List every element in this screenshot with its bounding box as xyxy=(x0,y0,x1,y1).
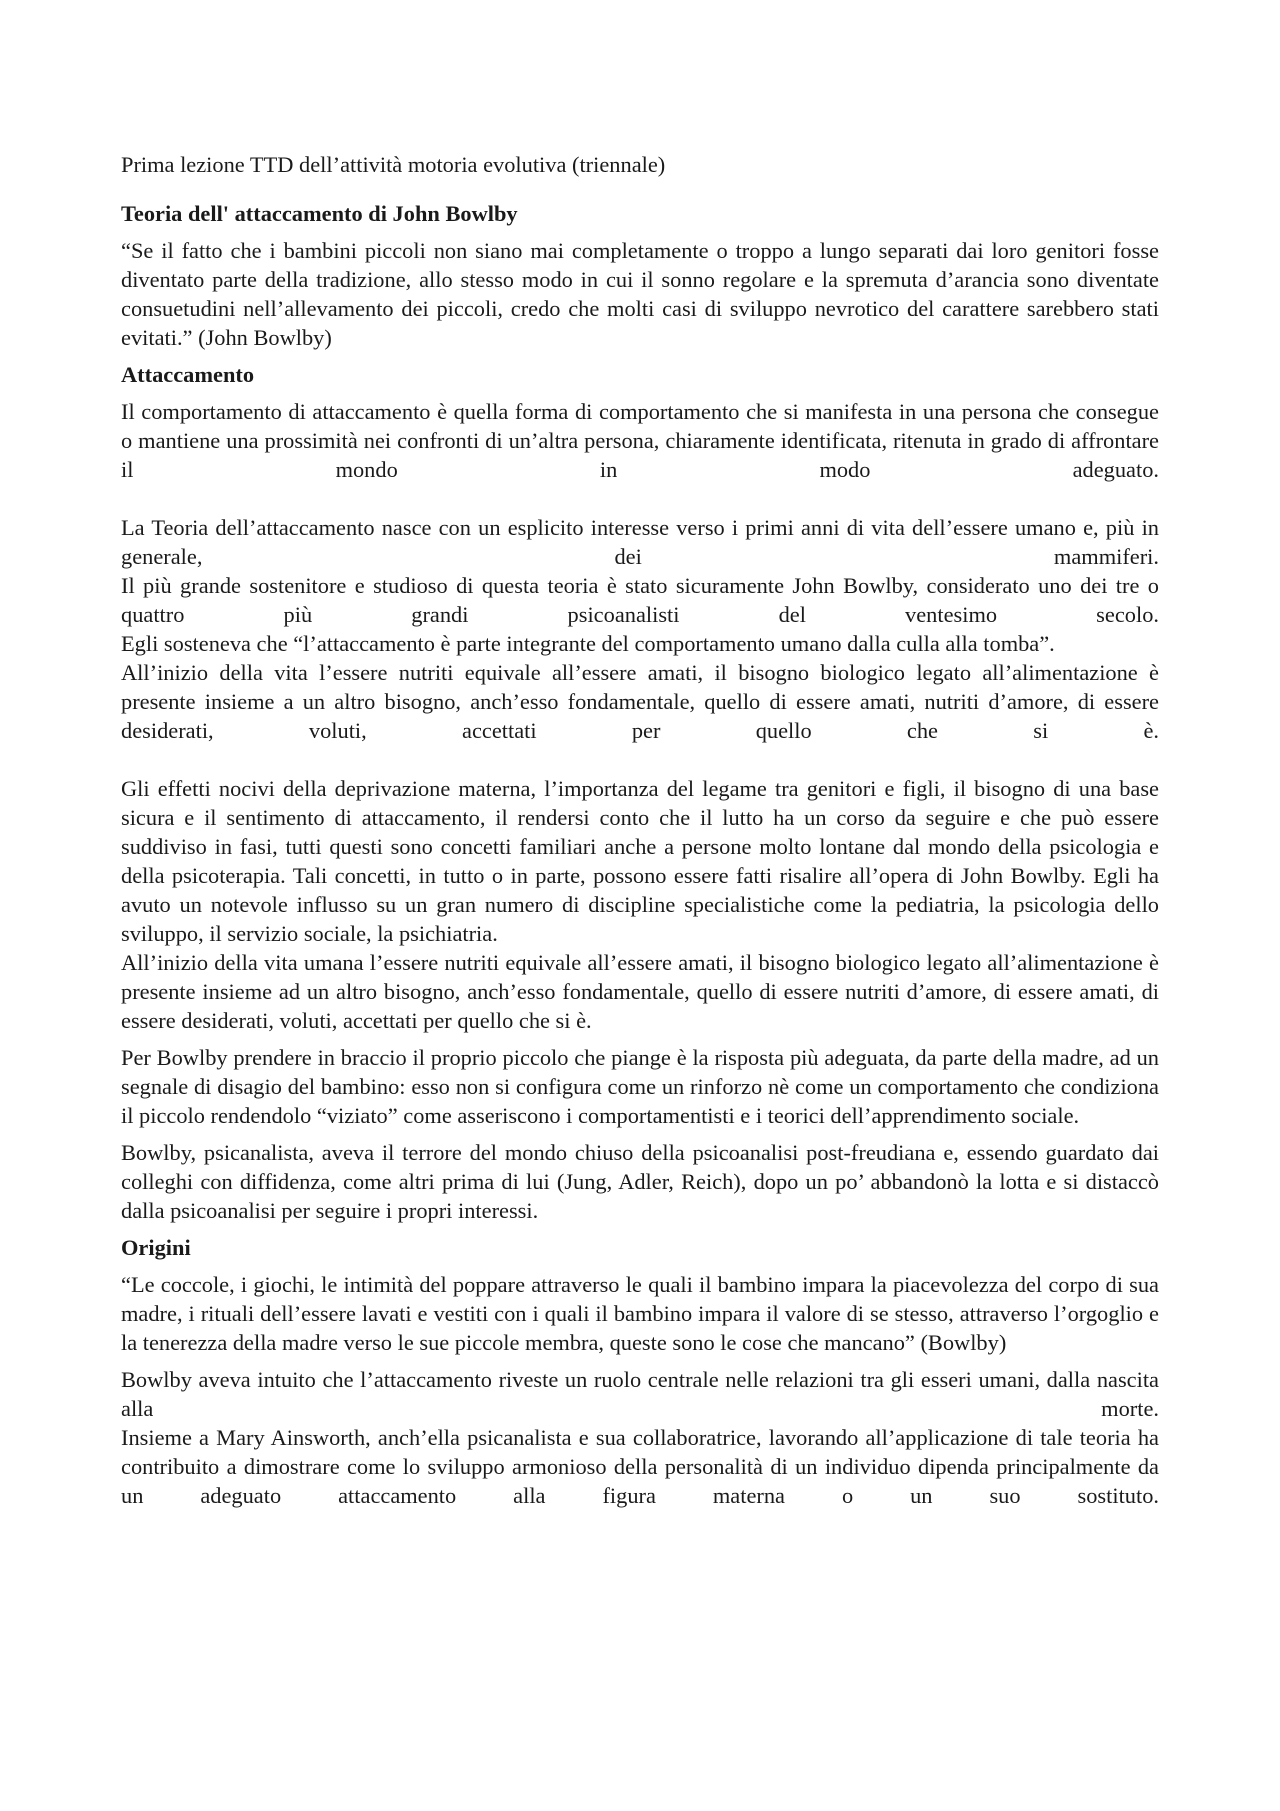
paragraph-main-supporter: Il più grande sostenitore e studioso di questa teoria è stato sicuramente John Bowlby, considerato uno dei tre o quattro più grandi psicoanalisti del ventesimo secolo. xyxy=(121,573,1159,627)
document-page xyxy=(121,150,1159,1510)
paragraph-theory-origin: La Teoria dell’attaccamento nasce con un esplicito interesse verso i primi anni di vita dell’essere umano e, più in generale, dei mammiferi. xyxy=(121,515,1159,569)
blank-line xyxy=(121,745,1159,774)
paragraph-harmful-effects: Gli effetti nocivi della deprivazione materna, l’importanza del legame tra genitori e figli, il bisogno di una base sicura e il sentimento di attaccamento, il rendersi conto che il lutto ha un corso da seguire e che può essere suddiviso in fasi, tutti questi sono concetti familiari anche a persone molto lontane dal mondo della psicologia e della psicoterapia. Tali concetti, in tutto o in parte, possono essere fatti risalire all’opera di John Bowlby. Egli ha avuto un notevole influsso su un gran numero di discipline specialistiche come la pediatria, la psicologia dello sviluppo, il servizio sociale, la psichiatria. xyxy=(121,776,1159,946)
quote-bowlby-1: “Se il fatto che i bambini piccoli non siano mai completamente o troppo a lungo separati dai loro genitori fosse diventato parte della tradizione, allo stesso modo in cui il sonno regolare e la spremuta d’arancia sono diventate consuetudini nell’allevamento dei piccoli, credo che molti casi di sviluppo nevrotico del carattere sarebbero stati evitati.” (John Bowlby) xyxy=(121,238,1159,350)
paragraph-definition: Il comportamento di attaccamento è quella forma di comportamento che si manifesta in una persona che consegue o mantiene una prossimità nei confronti di un’altra persona, chiaramente identificata, ritenuta in grado di affrontare il mondo in modo adeguato. xyxy=(121,399,1159,482)
paragraph-ainsworth: Insieme a Mary Ainsworth, anch’ella psicanalista e sua collaboratrice, lavorando all’applicazione di tale teoria ha contribuito a dimostrare come lo sviluppo armonioso della personalità di un individuo dipenda principalmente da un adeguato attaccamento alla figura materna o un suo sostituto. xyxy=(121,1425,1159,1508)
document-header: Prima lezione TTD dell’attività motoria evolutiva (triennale) xyxy=(121,152,666,177)
heading-attaccamento: Attaccamento xyxy=(121,362,255,387)
heading-attachment-theory: Teoria dell' attaccamento di John Bowlby xyxy=(121,201,518,226)
paragraph-early-life-2: All’inizio della vita umana l’essere nutriti equivale all’essere amati, il bisogno biologico legato all’alimentazione è presente insieme ad un altro bisogno, anch’esso fondamentale, quello di essere nutriti d’amore, di essere amati, di essere desiderati, voluti, accettati per quello che si è. xyxy=(121,950,1159,1033)
paragraph-holding-child: Per Bowlby prendere in braccio il proprio piccolo che piange è la risposta più adeguata, da parte della madre, ad un segnale di disagio del bambino: esso non si configura come un rinforzo nè come un comportamento che condiziona il piccolo rendendolo “viziato” come asseriscono i comportamentisti e i teorici dell’apprendimento sociale. xyxy=(121,1045,1159,1128)
heading-origini: Origini xyxy=(121,1235,191,1260)
paragraph-cradle-to-grave: Egli sosteneva che “l’attaccamento è parte integrante del comportamento umano dalla culla alla tomba”. xyxy=(121,631,1055,656)
quote-bowlby-2: “Le coccole, i giochi, le intimità del poppare attraverso le quali il bambino impara la piacevolezza del corpo di sua madre, i rituali dell’essere lavati e vestiti con i quali il bambino impara il valore di se stesso, attraverso l’orgoglio e la tenerezza della madre verso le sue piccole membra, queste sono le cose che mancano” (Bowlby) xyxy=(121,1272,1159,1355)
paragraph-psychoanalysis-terror: Bowlby, psicanalista, aveva il terrore del mondo chiuso della psicoanalisi post-freudiana e, essendo guardato dai colleghi con diffidenza, come altri prima di lui (Jung, Adler, Reich), dopo un po’ abbandonò la lotta e si distaccò dalla psicoanalisi per seguire i propri interessi. xyxy=(121,1140,1159,1223)
paragraph-early-life-1: All’inizio della vita l’essere nutriti equivale all’essere amati, il bisogno biologico legato all’alimentazione è presente insieme a un altro bisogno, anch’esso fondamentale, quello di essere amati, nutriti d’amore, di essere desiderati, voluti, accettati per quello che si è. xyxy=(121,660,1159,743)
blank-line xyxy=(121,484,1159,513)
paragraph-intuition: Bowlby aveva intuito che l’attaccamento riveste un ruolo centrale nelle relazioni tra gli esseri umani, dalla nascita alla morte. xyxy=(121,1367,1159,1421)
